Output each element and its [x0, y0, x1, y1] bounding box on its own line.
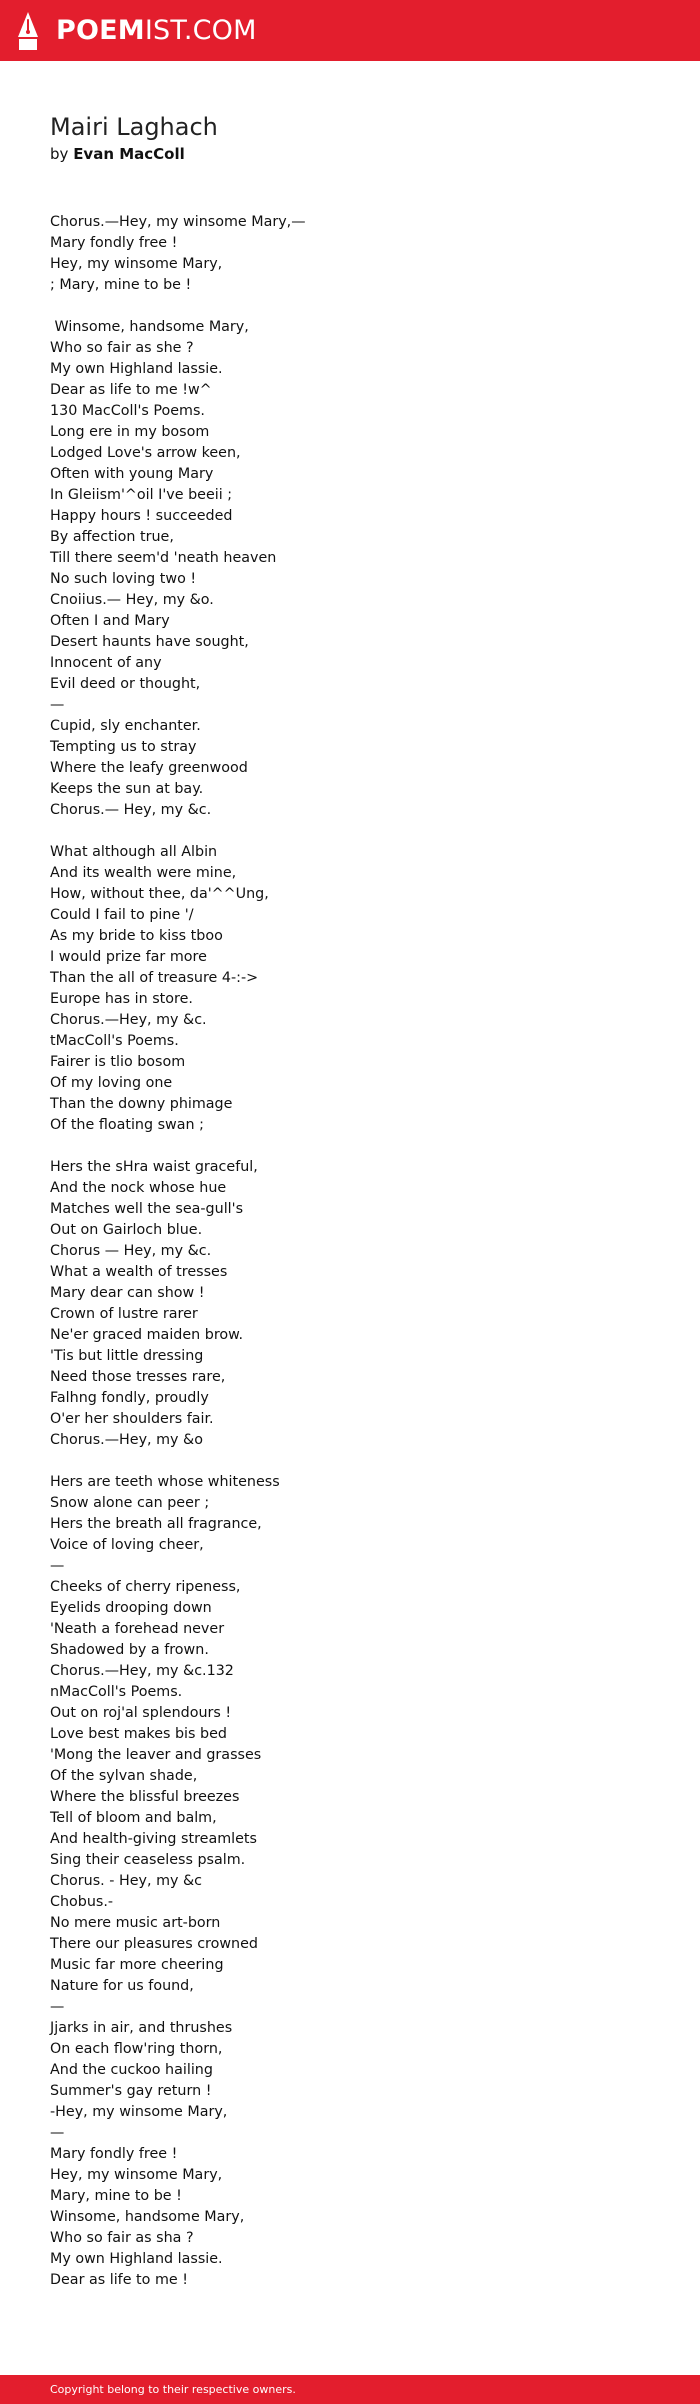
poem-line: Chobus.-	[50, 1894, 114, 1910]
poem-line: -Hey, my winsome Mary,	[50, 2104, 228, 2120]
poem-line: And the nock whose hue	[50, 1180, 227, 1196]
copyright-text: Copyright belong to their respective owners.	[50, 2383, 296, 2396]
poem-line: Europe has in store.	[50, 991, 193, 1007]
poem-line: Of my loving one	[50, 1075, 173, 1091]
poem-line: Than the all of treasure 4-:->	[50, 970, 259, 986]
poem-line: —	[50, 2125, 65, 2141]
poem-line: No such loving two !	[50, 571, 197, 587]
poem-line: Cheeks of cherry ripeness,	[50, 1579, 241, 1595]
poem-line: And the cuckoo hailing	[50, 2062, 213, 2078]
poem-line: Often I and Mary	[50, 613, 170, 629]
poem-line: Keeps the sun at bay.	[50, 781, 204, 797]
poem-line: By affection true,	[50, 529, 174, 545]
poem-line: Hey, my winsome Mary,	[50, 2167, 223, 2183]
poem-line: Sing their ceaseless psalm.	[50, 1852, 246, 1868]
poem-line: Mary dear can show !	[50, 1285, 205, 1301]
poem-line	[50, 296, 650, 317]
poem-line: 'Tis but little dressing	[50, 1348, 204, 1364]
poem-line: Chorus.—Hey, my &c.132	[50, 1663, 234, 1679]
poem-line: What although all Albin	[50, 844, 218, 860]
poem-line: Out on roj'al splendours !	[50, 1705, 232, 1721]
poem-line: nMacColl's Poems.	[50, 1684, 183, 1700]
poem-line: —	[50, 697, 65, 713]
poem-line: There our pleasures crowned	[50, 1936, 258, 1952]
poem-line: Music far more cheering	[50, 1957, 224, 1973]
poem-line: Matches well the sea-gull's	[50, 1201, 244, 1217]
site-footer	[0, 2375, 700, 2404]
poem-line: Eyelids drooping down	[50, 1600, 212, 1616]
poem-line: Till there seem'd 'neath heaven	[50, 550, 277, 566]
poem-line: Where the leafy greenwood	[50, 760, 248, 776]
poem-content	[50, 112, 650, 2291]
poem-line: Desert haunts have sought,	[50, 634, 249, 650]
poem-line: Cnoiius.— Hey, my &o.	[50, 592, 214, 608]
poem-line: And health-giving streamlets	[50, 1831, 257, 1847]
poem-line: Mary, mine to be !	[50, 2188, 182, 2204]
poem-line: I would prize far more	[50, 949, 207, 965]
poem-line: tMacColl's Poems.	[50, 1033, 179, 1049]
poem-line: Crown of lustre rarer	[50, 1306, 198, 1322]
poem-line: —	[50, 1558, 65, 1574]
poem-line: O'er her shoulders fair.	[50, 1411, 214, 1427]
poem-line: Snow alone can peer ;	[50, 1495, 210, 1511]
poem-line: My own Highland lassie.	[50, 2251, 223, 2267]
poem-line: Chorus. - Hey, my &c	[50, 1873, 203, 1889]
poem-line: Tempting us to stray	[50, 739, 197, 755]
poem-line: Cupid, sly enchanter.	[50, 718, 201, 734]
poem-line: Ne'er graced maiden brow.	[50, 1327, 244, 1343]
poem-line: Evil deed or thought,	[50, 676, 201, 692]
poem-line: Could I fail to pine '/	[50, 907, 194, 923]
poem-line: Who so fair as she ?	[50, 340, 194, 356]
site-logo-link[interactable]	[16, 0, 257, 61]
poem-line: Hers the breath all fragrance,	[50, 1516, 262, 1532]
poem-line: Need those tresses rare,	[50, 1369, 226, 1385]
poem-line: Chorus.—Hey, my &c.	[50, 1012, 207, 1028]
poem-line: —	[50, 1999, 65, 2015]
poem-line: Mary fondly free !	[50, 2146, 178, 2162]
poem-line: Jjarks in air, and thrushes	[50, 2020, 233, 2036]
poem-line: As my bride to kiss tboo	[50, 928, 223, 944]
poem-line: Happy hours ! succeeded	[50, 508, 233, 524]
poem-line: Of the floating swan ;	[50, 1117, 204, 1133]
site-header	[0, 0, 700, 61]
poem-line: What a wealth of tresses	[50, 1264, 228, 1280]
poem-byline	[50, 144, 650, 164]
poem-line: Love best makes bis bed	[50, 1726, 227, 1742]
poem-line: In Gleiism'^oil I've beeii ;	[50, 487, 233, 503]
poem-line: 'Neath a forehead never	[50, 1621, 225, 1637]
poem-line: And its wealth were mine,	[50, 865, 237, 881]
by-label: by	[50, 145, 69, 163]
poem-line: Than the downy phimage	[50, 1096, 233, 1112]
poem-line: 130 MacColl's Poems.	[50, 403, 205, 419]
poem-line: Of the sylvan shade,	[50, 1768, 198, 1784]
poem-line	[50, 821, 650, 842]
fountain-pen-icon	[16, 11, 40, 51]
poem-line: ; Mary, mine to be !	[50, 277, 192, 293]
poem-line: Hey, my winsome Mary,	[50, 256, 223, 272]
poem-line: Chorus.—Hey, my &o	[50, 1432, 203, 1448]
poem-line: On each flow'ring thorn,	[50, 2041, 223, 2057]
poem-line	[50, 1451, 650, 1472]
poem-line: How, without thee, da'^^Ung,	[50, 886, 269, 902]
poem-line: Chorus.— Hey, my &c.	[50, 802, 212, 818]
poem-line	[50, 1136, 650, 1157]
poem-line: Who so fair as sha ?	[50, 2230, 194, 2246]
poem-line: No mere music art-born	[50, 1915, 221, 1931]
poem-line: Winsome, handsome Mary,	[50, 319, 249, 335]
poem-line: Winsome, handsome Mary,	[50, 2209, 245, 2225]
poem-line: Hers are teeth whose whiteness	[50, 1474, 280, 1490]
poem-line: Shadowed by a frown.	[50, 1642, 209, 1658]
poem-line: Fairer is tlio bosom	[50, 1054, 186, 1070]
poem-line: Voice of loving cheer,	[50, 1537, 204, 1553]
poem-line: Chorus.—Hey, my winsome Mary,—	[50, 214, 306, 230]
poem-line: Out on Gairloch blue.	[50, 1222, 203, 1238]
poem-line: Where the blissful breezes	[50, 1789, 240, 1805]
poem-line: Long ere in my bosom	[50, 424, 210, 440]
poem-body	[50, 212, 650, 2291]
poem-line: Falhng fondly, proudly	[50, 1390, 209, 1406]
poem-line: My own Highland lassie.	[50, 361, 223, 377]
poem-line: Mary fondly free !	[50, 235, 178, 251]
poem-title: Mairi Laghach	[50, 113, 218, 141]
poem-line: Nature for us found,	[50, 1978, 194, 1994]
author-link[interactable]: Evan MacColl	[73, 145, 185, 163]
poem-line: Summer's gay return !	[50, 2083, 212, 2099]
poem-line: Hers the sHra waist graceful,	[50, 1159, 258, 1175]
site-brand	[56, 15, 257, 46]
poem-line: Dear as life to me !	[50, 2272, 188, 2288]
poem-line: Tell of bloom and balm,	[50, 1810, 217, 1826]
poem-line: 'Mong the leaver and grasses	[50, 1747, 262, 1763]
brand-light-text: IST.COM	[144, 15, 257, 46]
brand-bold-text: POEM	[56, 15, 145, 46]
poem-line: Often with young Mary	[50, 466, 214, 482]
poem-line: Innocent of any	[50, 655, 162, 671]
poem-line: Dear as life to me !w^	[50, 382, 212, 398]
poem-line: Lodged Love's arrow keen,	[50, 445, 241, 461]
poem-line: Chorus — Hey, my &c.	[50, 1243, 212, 1259]
